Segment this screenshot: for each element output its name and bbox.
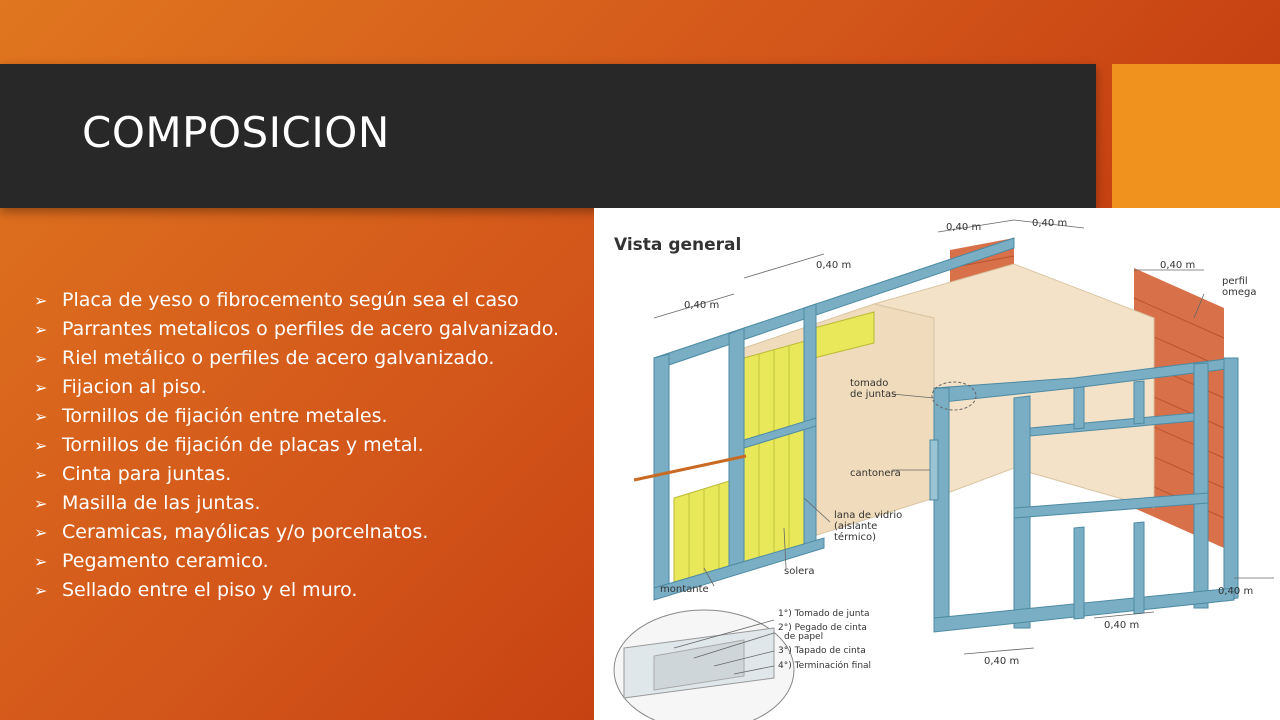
lana-label: (aislante bbox=[834, 521, 878, 532]
bullet-list bbox=[34, 286, 590, 605]
lana-label: lana de vidrio bbox=[834, 510, 903, 521]
arrow-bullet-icon: ➢ bbox=[34, 291, 48, 310]
dimension-label: 0,40 m bbox=[684, 300, 720, 311]
drywall-diagram bbox=[594, 208, 1280, 720]
tomado-label: de juntas bbox=[850, 389, 897, 400]
arrow-bullet-icon: ➢ bbox=[34, 349, 48, 368]
bullet-list-container bbox=[34, 286, 590, 605]
bullet-item: ➢ Ceramicas, mayólicas y/o porcelnatos. bbox=[34, 518, 590, 547]
perfil-omega-label: omega bbox=[1222, 287, 1257, 298]
lana-label: térmico) bbox=[834, 532, 877, 543]
bullet-item: ➢ Placa de yeso o fibrocemento según sea el caso bbox=[34, 286, 590, 315]
arrow-bullet-icon: ➢ bbox=[34, 581, 48, 600]
dimension-label: 0,40 m bbox=[984, 656, 1020, 667]
step-label: 1°) Tomado de junta bbox=[778, 609, 870, 619]
bullet-item: ➢ Pegamento ceramico. bbox=[34, 547, 590, 576]
dimension-label: 0,40 m bbox=[1218, 586, 1254, 597]
montante-label: montante bbox=[660, 584, 709, 595]
arrow-bullet-icon: ➢ bbox=[34, 465, 48, 484]
dimension-label: 0,40 m bbox=[1032, 218, 1068, 229]
arrow-bullet-icon: ➢ bbox=[34, 552, 48, 571]
step-label: 2°) Pegado de cinta bbox=[778, 623, 867, 633]
bullet-item: ➢ Fijacion al piso. bbox=[34, 373, 590, 402]
arrow-bullet-icon: ➢ bbox=[34, 320, 48, 339]
arrow-bullet-icon: ➢ bbox=[34, 407, 48, 426]
step-label: de papel bbox=[784, 632, 824, 642]
dimension-label: 0,40 m bbox=[1104, 620, 1140, 631]
solera-label: solera bbox=[784, 566, 815, 577]
arrow-bullet-icon: ➢ bbox=[34, 378, 48, 397]
bullet-item: ➢ Tornillos de fijación entre metales. bbox=[34, 402, 590, 431]
arrow-bullet-icon: ➢ bbox=[34, 436, 48, 455]
bullet-item: ➢ Cinta para juntas. bbox=[34, 460, 590, 489]
dimension-label: 0,40 m bbox=[946, 222, 982, 233]
bullet-item: ➢ Parrantes metalicos o perfiles de acero galvanizado. bbox=[34, 315, 590, 344]
dimension-label: 0,40 m bbox=[816, 260, 852, 271]
cantonera-label: cantonera bbox=[850, 468, 901, 479]
perfil-omega-label: perfil bbox=[1222, 276, 1248, 287]
bullet-item: ➢ Sellado entre el piso y el muro. bbox=[34, 576, 590, 605]
dimension-label: 0,40 m bbox=[1160, 260, 1196, 271]
step-label: 4°) Terminación final bbox=[778, 661, 872, 671]
bullet-item: ➢ Riel metálico o perfiles de acero galvanizado. bbox=[34, 344, 590, 373]
bullet-item: ➢ Tornillos de fijación de placas y metal. bbox=[34, 431, 590, 460]
drywall-diagram-svg bbox=[594, 208, 1280, 720]
tomado-label: tomado bbox=[850, 378, 889, 389]
step-label: 3°) Tapado de cinta bbox=[778, 646, 866, 656]
slide-title: COMPOSICION bbox=[82, 108, 390, 157]
corner-bead bbox=[930, 440, 938, 500]
bullet-item: ➢ Masilla de las juntas. bbox=[34, 489, 590, 518]
accent-block bbox=[1112, 64, 1280, 208]
figure-heading: Vista general bbox=[614, 235, 742, 255]
arrow-bullet-icon: ➢ bbox=[34, 494, 48, 513]
arrow-bullet-icon: ➢ bbox=[34, 523, 48, 542]
